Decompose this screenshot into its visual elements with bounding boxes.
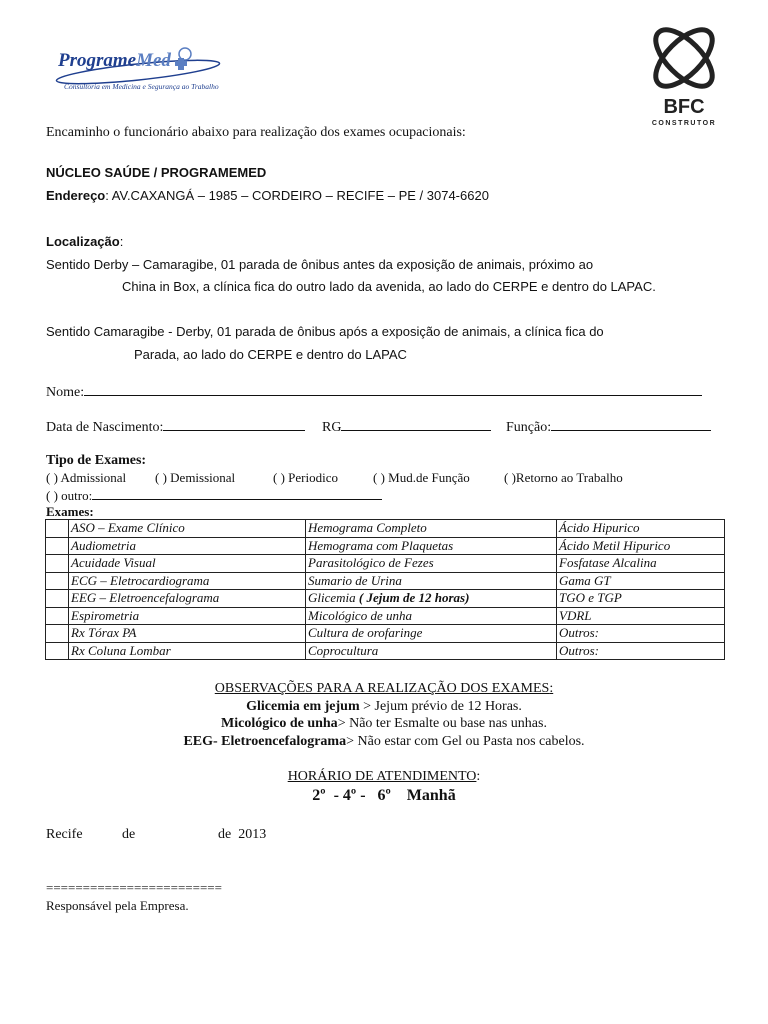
bfc-logo-text: BFC — [663, 96, 705, 118]
responsible-label: Responsável pela Empresa. — [46, 898, 189, 913]
observation-item: Glicemia em jejum > Jejum prévio de 12 Horas. — [246, 699, 522, 714]
exams-table — [45, 519, 725, 660]
exam-cell: Outros: — [557, 642, 725, 660]
footer-de1: de — [122, 827, 136, 842]
name-field[interactable]: Nome: — [46, 383, 702, 401]
exam-cell: Rx Tórax PA — [69, 625, 306, 643]
exam-cell: Ácido Hipurico — [557, 520, 725, 538]
exam-types-label: Tipo de Exames: — [46, 453, 147, 468]
exam-cell: Hemograma com Plaquetas — [306, 537, 557, 555]
table-row — [46, 607, 725, 625]
location-p2-line1: Sentido Camaragibe - Derby, 01 parada de ônibus após a exposição de animais, a clínica fica do — [46, 324, 604, 339]
role-field[interactable]: Função: — [506, 418, 711, 436]
exam-cell: Outros: — [557, 625, 725, 643]
clinic-title: NÚCLEO SAÚDE / PROGRAMEMED — [46, 165, 267, 180]
exams-label: Exames: — [46, 504, 94, 519]
exam-cell: Rx Coluna Lombar — [69, 642, 306, 660]
exam-cell: Hemograma Completo — [306, 520, 557, 538]
footer-city: Recife — [46, 827, 83, 842]
exam-cell: Fosfatase Alcalina — [557, 555, 725, 573]
exam-cell: ASO – Exame Clínico — [69, 520, 306, 538]
location-p2-line2: Parada, ao lado do CERPE e dentro do LAPAC — [134, 347, 407, 362]
exam-cell-glicemia: Glicemia ( Jejum de 12 horas) — [306, 590, 557, 608]
exam-cell: Audiometria — [69, 537, 306, 555]
signature-line: ======================== — [46, 880, 222, 895]
exam-cell: TGO e TGP — [557, 590, 725, 608]
table-row — [46, 625, 725, 643]
observation-item: EEG- Eletroencefalograma> Não estar com Gel ou Pasta nos cabelos. — [183, 734, 585, 749]
exam-type-other[interactable]: ( ) outro: — [46, 487, 382, 504]
table-row — [46, 555, 725, 573]
bfc-logo-sub: CONSTRUTOR — [651, 120, 717, 127]
exam-checkbox[interactable] — [46, 607, 69, 625]
exam-checkbox[interactable] — [46, 642, 69, 660]
exam-checkbox[interactable] — [46, 555, 69, 573]
observation-item: Micológico de unha> Não ter Esmalte ou base nas unhas. — [221, 716, 547, 731]
exam-checkbox[interactable] — [46, 572, 69, 590]
exam-checkbox[interactable] — [46, 520, 69, 538]
exam-cell: EEG – Eletroencefalograma — [69, 590, 306, 608]
bfc-logo — [640, 22, 728, 128]
intro-text: Encaminho o funcionário abaixo para realização dos exames ocupacionais: — [46, 125, 466, 140]
footer-de2: de 2013 — [218, 827, 267, 842]
table-row — [46, 537, 725, 555]
exam-cell: Micológico de unha — [306, 607, 557, 625]
exam-cell: Gama GT — [557, 572, 725, 590]
exam-checkbox[interactable] — [46, 537, 69, 555]
logo-name: ProgrameMed — [58, 50, 171, 71]
exam-type-periodico[interactable]: ( ) Periodico — [273, 470, 338, 485]
exam-type-retorno[interactable]: ( )Retorno ao Trabalho — [504, 470, 623, 485]
location-p1-line1: Sentido Derby – Camaragibe, 01 parada de ônibus antes da exposição de animais, próximo ao — [46, 257, 594, 272]
exam-type-mud-funcao[interactable]: ( ) Mud.de Função — [373, 470, 470, 485]
table-row — [46, 642, 725, 660]
schedule-days: 2º - 4º - 6º Manhã — [312, 787, 456, 804]
programemed-logo — [50, 40, 225, 100]
exam-cell: VDRL — [557, 607, 725, 625]
table-row — [46, 590, 725, 608]
exam-cell: Acuidade Visual — [69, 555, 306, 573]
rg-field[interactable]: RG — [322, 418, 491, 436]
exam-cell: Cultura de orofaringe — [306, 625, 557, 643]
exam-checkbox[interactable] — [46, 590, 69, 608]
exam-cell: ECG – Eletrocardiograma — [69, 572, 306, 590]
clinic-address: Endereço: AV.CAXANGÁ – 1985 – CORDEIRO – RECIFE – PE / 3074-6620 — [46, 188, 489, 203]
exam-type-admissional[interactable]: ( ) Admissional — [46, 470, 127, 485]
exam-cell: Ácido Metil Hipurico — [557, 537, 725, 555]
observations-title: OBSERVAÇÕES PARA A REALIZAÇÃO DOS EXAMES: — [214, 681, 554, 696]
exam-cell: Parasitológico de Fezes — [306, 555, 557, 573]
schedule-title: HORÁRIO DE ATENDIMENTO: — [287, 769, 481, 784]
exam-cell: Coprocultura — [306, 642, 557, 660]
exam-cell: Espirometria — [69, 607, 306, 625]
location-label: Localização: — [46, 234, 124, 249]
table-row — [46, 572, 725, 590]
table-row — [46, 520, 725, 538]
dob-field[interactable]: Data de Nascimento: — [46, 418, 305, 436]
exam-cell: Sumario de Urina — [306, 572, 557, 590]
location-p1-line2: China in Box, a clínica fica do outro lado da avenida, ao lado do CERPE e dentro do LAPAC. — [122, 279, 656, 294]
exam-checkbox[interactable] — [46, 625, 69, 643]
exam-type-demissional[interactable]: ( ) Demissional — [155, 470, 236, 485]
logo-tagline: Consultoria em Medicina e Segurança ao Trabalho — [64, 82, 219, 91]
